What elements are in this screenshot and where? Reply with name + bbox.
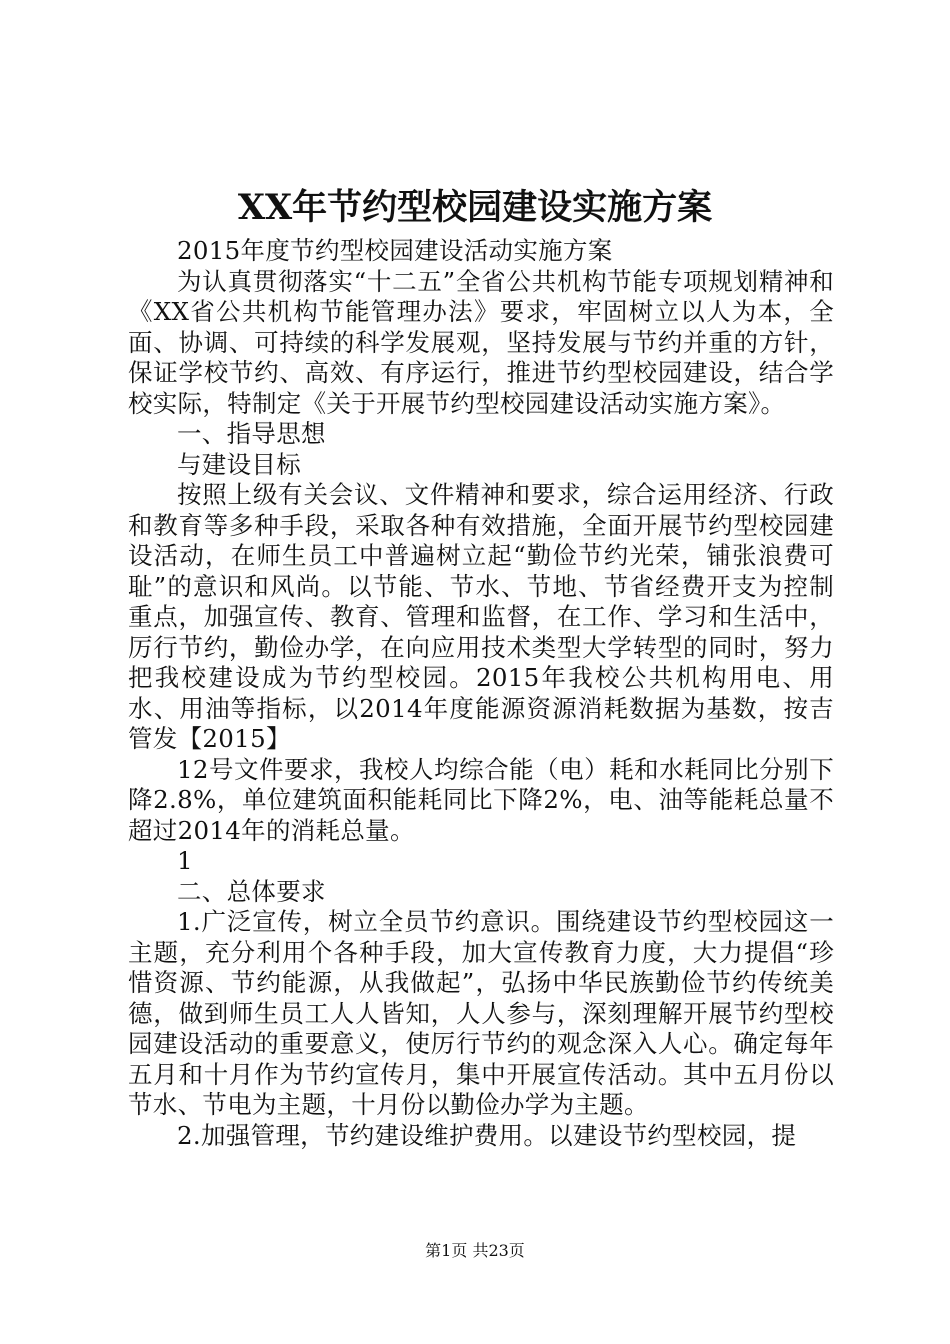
paragraph-targets: 12号文件要求，我校人均综合能（电）耗和水耗同比分别下降2.8%，单位建筑面积能耗同比下降2%，电、油等能耗总量不超过2014年的消耗总量。 — [128, 754, 834, 845]
paragraph-requirement-1: 1.广泛宣传，树立全员节约意识。围绕建设节约型校园这一主题，充分利用个各种手段，加大宣传教育力度，大力提倡“珍惜资源、节约能源，从我做起”，弘扬中华民族勤俭节约传统美德，做到师生员工人人皆知，人人参与，深刻理解开展节约型校园建设活动的重要意义，使厉行节约的观念深入人心。确定每年五月和十月作为节约宣传月，集中开展宣传活动。其中五月份以节水、节电为主题，十月份以勤俭办学为主题。 — [128, 907, 835, 1119]
section-heading-construction-goals: 与建设目标 — [177, 449, 301, 479]
document-title: XX年节约型校园建设实施方案 — [237, 187, 713, 228]
paragraph-goals: 按照上级有关会议、文件精神和要求，综合运用经济、行政和教育等多种手段，采取各种有效措施，全面开展节约型校园建设活动，在师生员工中普遍树立起“勤俭节约光荣，铺张浪费可耻”的意识和风尚。以节能、节水、节地、节省经费开支为控制重点，加强宣传、教育、管理和监督，在工作、学习和生活中，厉行节约，勤俭办学，在向应用技术类型大学转型的同时，努力把我校建设成为节约型校园。2015年我校公共机构用电、用水、用油等指标，以2014年度能源资源消耗数据为基数，按吉管发【2015】 — [128, 480, 835, 753]
paragraph-requirement-2: 2.加强管理，节约建设维护费用。以建设节约型校园，提 — [177, 1120, 797, 1150]
section-heading-guiding-ideology: 一、指导思想 — [177, 419, 326, 448]
paragraph-subtitle: 2015年度节约型校园建设活动实施方案 — [177, 236, 613, 265]
document-body — [128, 236, 834, 1151]
section-heading-general-requirements: 二、总体要求 — [177, 876, 326, 906]
paragraph-intro: 为认真贯彻落实“十二五”全省公共机构节能专项规划精神和《XX省公共机构节能管理办法》要求，牢固树立以人为本，全面、协调、可持续的科学发展观，坚持发展与节约并重的方针，保证学校节约、高效、有序运行，推进节约型校园建设，结合学校实际，特制定《关于开展节约型校园建设活动实施方案》。 — [128, 266, 834, 418]
paragraph-number: 1 — [177, 846, 193, 875]
page-footer: 第1页 共23页 — [425, 1241, 525, 1260]
